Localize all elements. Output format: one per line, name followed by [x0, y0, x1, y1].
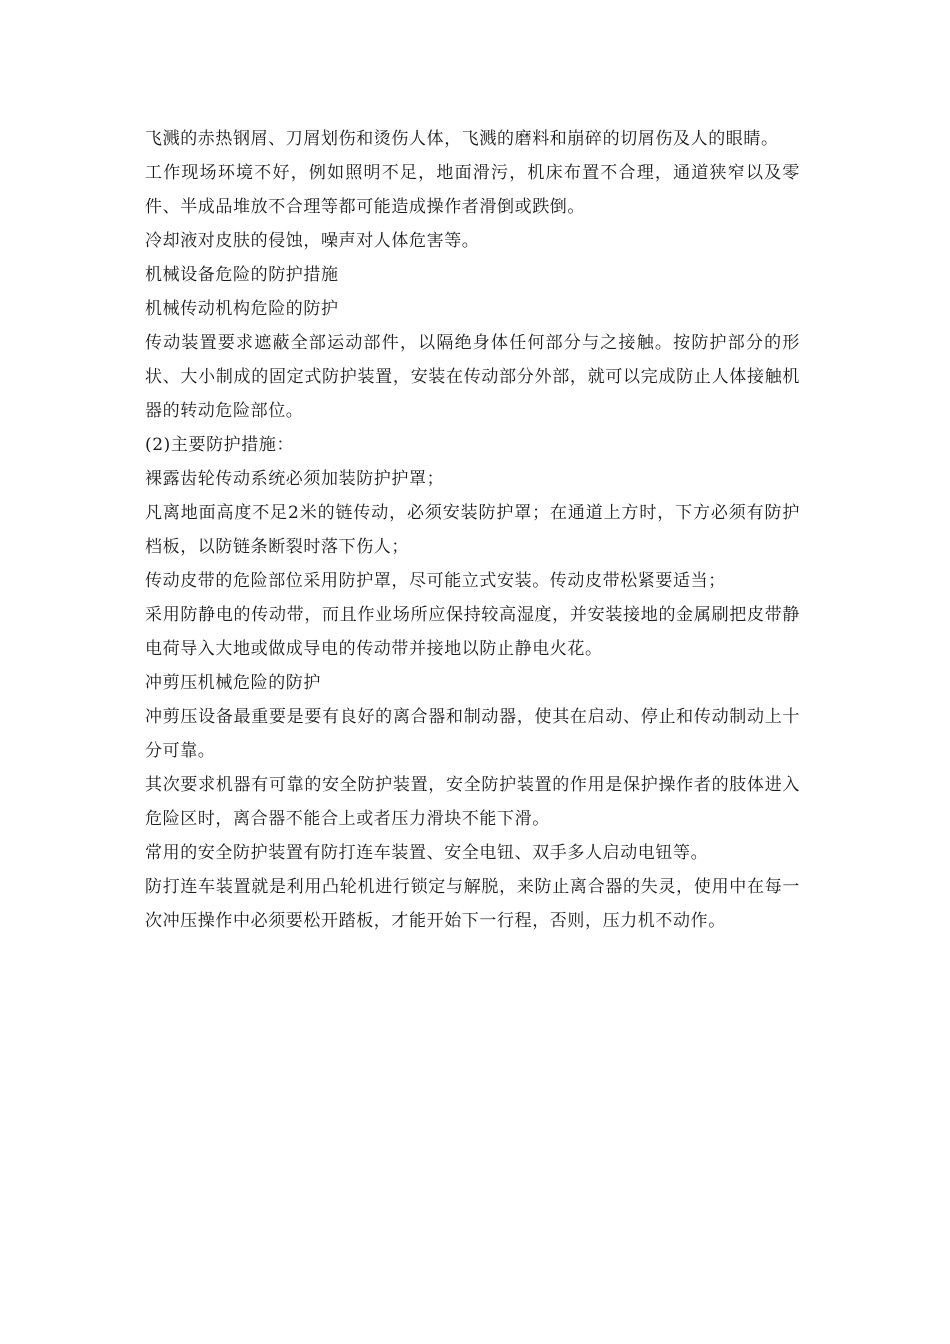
heading-press-protection: 冲剪压机械危险的防护: [145, 673, 321, 693]
paragraph-work-environment: 工作现场环境不好，例如照明不足，地面滑污，机床布置不合理，通道狭窄以及零件、半成品堆放不合理等都可能造成操作者滑倒或跌倒。: [145, 163, 800, 217]
paragraph-antistatic-belt: 采用防静电的传动带，而且作业场所应保持较高湿度，并安装接地的金属刷把皮带静电荷导入大地或做成导电的传动带并接地以防止静电火花。: [145, 605, 800, 659]
document-body: [145, 122, 800, 938]
paragraph-transmission-guard: 传动装置要求遮蔽全部运动部件，以隔绝身体任何部分与之接触。按防护部分的形状、大小制成的固定式防护装置，安装在传动部分外部，就可以完成防止人体接触机器的转动危险部位。: [145, 333, 800, 421]
paragraph-coolant-noise: 冷却液对皮肤的侵蚀，噪声对人体危害等。: [145, 231, 480, 251]
paragraph-belt-guard: 传动皮带的危险部位采用防护罩，尽可能立式安装。传动皮带松紧要适当；: [145, 571, 726, 591]
paragraph-clutch-brake: 冲剪压设备最重要是要有良好的离合器和制动器，使其在启动、停止和传动制动上十分可靠。: [145, 707, 800, 761]
heading-protection-measures: 机械设备危险的防护措施: [145, 265, 339, 285]
paragraph-common-devices: 常用的安全防护装置有防打连车装置、安全电钮、双手多人启动电钮等。: [145, 843, 709, 863]
paragraph-gear-guard: 裸露齿轮传动系统必须加装防护护罩；: [145, 469, 445, 489]
heading-main-measures: (2)主要防护措施：: [145, 435, 295, 455]
paragraph-chain-guard: 凡离地面高度不足2米的链传动，必须安装防护罩；在通道上方时，下方必须有防护档板，以防链条断裂时落下伤人；: [145, 503, 800, 557]
paragraph-anti-repeat-device: 防打连车装置就是利用凸轮机进行锁定与解脱，来防止离合器的失灵，使用中在每一次冲压操作中必须要松开踏板，才能开始下一行程，否则，压力机不动作。: [145, 877, 800, 931]
heading-transmission-protection: 机械传动机构危险的防护: [145, 299, 339, 319]
paragraph-hazard-chips: 飞溅的赤热钢屑、刀屑划伤和烫伤人体，飞溅的磨料和崩碎的切屑伤及人的眼睛。: [145, 129, 779, 149]
paragraph-safety-device: 其次要求机器有可靠的安全防护装置，安全防护装置的作用是保护操作者的肢体进入危险区时，离合器不能合上或者压力滑块不能下滑。: [145, 775, 800, 829]
